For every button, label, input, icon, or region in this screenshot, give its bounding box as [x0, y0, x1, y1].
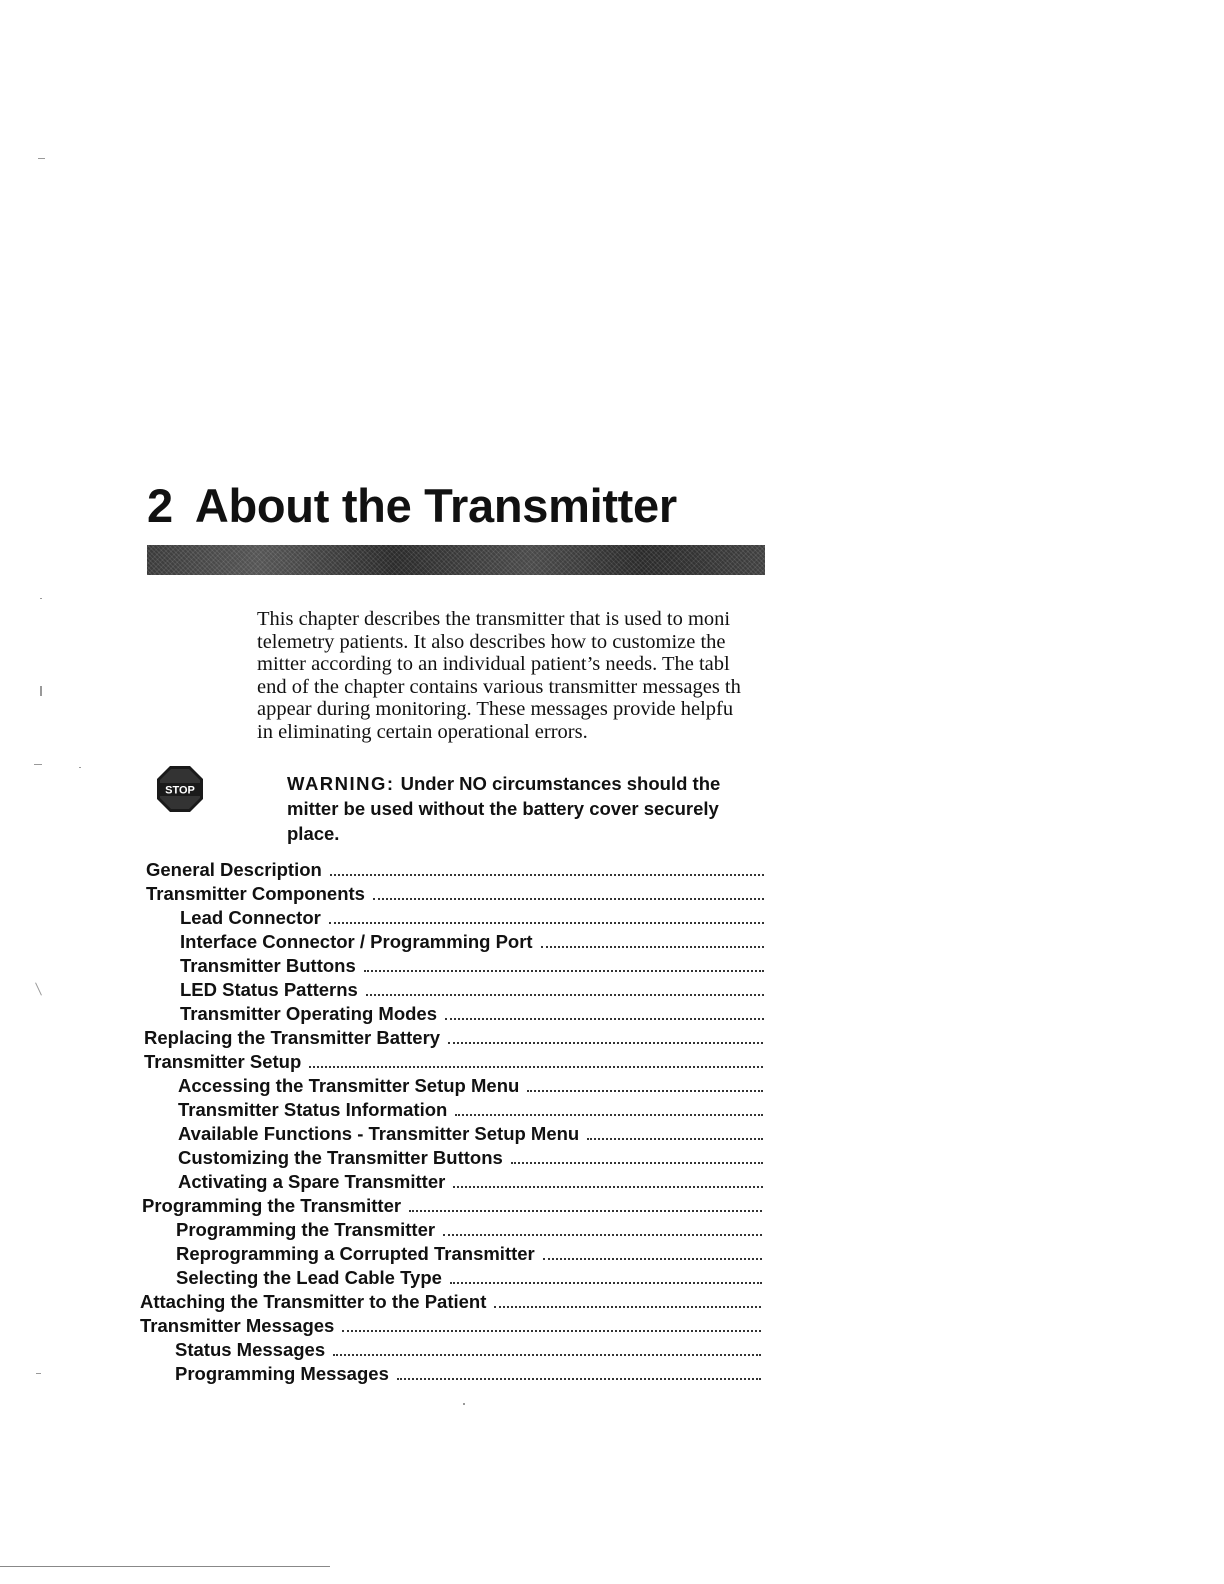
- toc-leader-dots: [409, 1210, 762, 1212]
- scan-mark: [40, 598, 42, 599]
- stop-sign-icon: [156, 765, 204, 813]
- toc-entry[interactable]: [140, 1313, 761, 1337]
- toc-entry-text: Programming the Transmitter: [142, 1195, 402, 1216]
- toc-entry[interactable]: [180, 953, 764, 977]
- toc-leader-dots: [455, 1114, 763, 1116]
- intro-paragraph: [257, 608, 765, 743]
- toc-entry-text: Transmitter Operating Modes: [180, 1003, 437, 1024]
- toc-entry-text: Transmitter Buttons: [180, 955, 356, 976]
- toc-entry[interactable]: [146, 881, 764, 905]
- scan-mark: [463, 1403, 465, 1405]
- toc-leader-dots: [443, 1234, 762, 1236]
- chapter-title-text: About the Transmitter: [194, 479, 677, 532]
- scan-mark: [38, 158, 45, 159]
- scan-mark: [34, 764, 42, 765]
- toc-leader-dots: [333, 1354, 761, 1356]
- toc-entry-text: Lead Connector: [180, 907, 321, 928]
- toc-entry-text: Status Messages: [175, 1339, 326, 1360]
- toc-entry[interactable]: [146, 857, 764, 881]
- toc-entry[interactable]: [144, 1049, 763, 1073]
- scan-mark: [79, 767, 81, 768]
- toc-leader-dots: [527, 1090, 763, 1092]
- toc-entry[interactable]: [142, 1193, 762, 1217]
- intro-line: This chapter describes the transmitter that is used to moni: [257, 608, 731, 630]
- scan-edge-line: [0, 1566, 330, 1567]
- toc-leader-dots: [364, 970, 764, 972]
- toc-entry[interactable]: [178, 1121, 763, 1145]
- toc-entry[interactable]: [176, 1265, 762, 1289]
- warning-line-2: mitter be used without the battery cover securely: [287, 798, 719, 819]
- title-rule-bar: [147, 545, 765, 575]
- toc-entry-text: General Description: [146, 859, 322, 880]
- toc-entry-text: Customizing the Transmitter Buttons: [178, 1147, 503, 1168]
- scan-mark: [40, 686, 42, 696]
- intro-line: telemetry patients. It also describes how to customize the: [257, 630, 726, 653]
- intro-line: in eliminating certain operational errors.: [257, 720, 588, 743]
- toc-entry[interactable]: [175, 1361, 761, 1385]
- toc-entry-text: Reprogramming a Corrupted Transmitter: [176, 1243, 535, 1264]
- toc-entry-text: Interface Connector / Programming Port: [180, 931, 533, 952]
- toc-entry-text: Programming the Transmitter: [176, 1219, 436, 1240]
- toc-entry[interactable]: [144, 1025, 763, 1049]
- toc-entry[interactable]: [176, 1217, 762, 1241]
- toc-leader-dots: [445, 1018, 764, 1020]
- warning-label: WARNING:: [287, 773, 395, 794]
- warning-line-3: place.: [287, 823, 340, 844]
- toc-entry[interactable]: [175, 1337, 761, 1361]
- toc-leader-dots: [543, 1258, 762, 1260]
- toc-entry[interactable]: [178, 1145, 763, 1169]
- warning-block: [287, 771, 765, 846]
- intro-line: mitter according to an individual patient’s needs. The tabl: [257, 653, 730, 675]
- toc-entry[interactable]: [180, 977, 764, 1001]
- toc-leader-dots: [541, 946, 764, 948]
- toc-entry[interactable]: [178, 1097, 763, 1121]
- toc-leader-dots: [366, 994, 764, 996]
- toc-leader-dots: [587, 1138, 763, 1140]
- toc-entry[interactable]: [180, 905, 764, 929]
- toc-leader-dots: [511, 1162, 763, 1164]
- toc-entry-text: Accessing the Transmitter Setup Menu: [178, 1075, 520, 1096]
- stop-icon-text: STOP: [165, 784, 195, 797]
- scan-mark: [36, 1373, 41, 1374]
- scan-mark: [35, 982, 42, 995]
- toc-entry[interactable]: [176, 1241, 762, 1265]
- toc-entry-text: Transmitter Components: [146, 883, 365, 904]
- toc-entry-text: Activating a Spare Transmitter: [178, 1171, 446, 1192]
- chapter-number: 2: [147, 479, 173, 532]
- intro-line: end of the chapter contains various transmitter messages th: [257, 675, 741, 698]
- warning-line-1: [287, 771, 765, 796]
- toc-entry[interactable]: [178, 1169, 763, 1193]
- toc-entry-text: Transmitter Status Information: [178, 1099, 448, 1120]
- toc-entry-text: Programming Messages: [175, 1363, 389, 1384]
- toc-entry-text: Transmitter Messages: [140, 1315, 335, 1336]
- toc-entry[interactable]: [180, 929, 764, 953]
- toc-leader-dots: [309, 1066, 763, 1068]
- chapter-title: [147, 478, 677, 533]
- toc-entry[interactable]: [140, 1289, 761, 1313]
- toc-leader-dots: [397, 1378, 761, 1380]
- toc-leader-dots: [329, 922, 764, 924]
- toc-entry[interactable]: [178, 1073, 763, 1097]
- toc-entry-text: Replacing the Transmitter Battery: [144, 1027, 441, 1048]
- intro-line: appear during monitoring. These messages provide helpfu: [257, 698, 734, 720]
- toc-leader-dots: [453, 1186, 763, 1188]
- warning-text-1: Under NO circumstances should the: [400, 773, 721, 794]
- toc-leader-dots: [448, 1042, 763, 1044]
- toc-entry[interactable]: [180, 1001, 764, 1025]
- toc-leader-dots: [373, 898, 764, 900]
- toc-entry-text: LED Status Patterns: [180, 979, 358, 1000]
- toc-leader-dots: [330, 874, 764, 876]
- toc-entry-text: Selecting the Lead Cable Type: [176, 1267, 442, 1288]
- toc-entry-text: Transmitter Setup: [144, 1051, 302, 1072]
- toc-entry-text: Attaching the Transmitter to the Patient: [140, 1291, 487, 1312]
- toc-entry-text: Available Functions - Transmitter Setup Menu: [178, 1123, 580, 1144]
- toc-leader-dots: [494, 1306, 761, 1308]
- toc-leader-dots: [450, 1282, 762, 1284]
- toc-leader-dots: [342, 1330, 761, 1332]
